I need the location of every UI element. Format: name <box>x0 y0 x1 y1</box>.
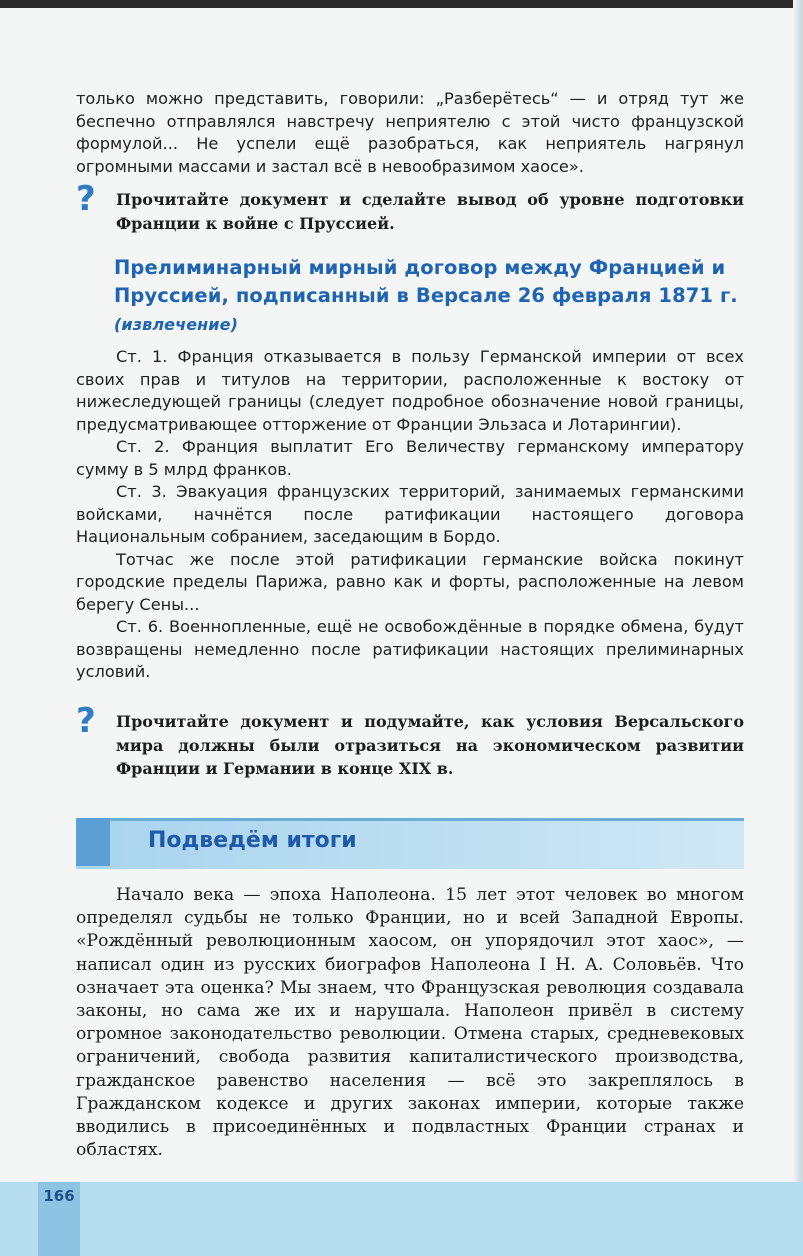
document-paragraph: Ст. 1. Франция отказывается в пользу Германской империи от всех своих прав и титулов на территории, расположенные к востоку от нижеследующей границы (следует подробное обозначение новой границы, предусматривающее отторжение от Франции Эльзаса и Лотарингии). <box>76 347 744 434</box>
document-subtitle: (извлечение) <box>114 315 238 334</box>
summary-body <box>76 884 744 1162</box>
document-paragraph: Тотчас же после этой ратификации германские войска покинут городские пределы Парижа, равно как и форты, расположенные на левом берегу Сены... <box>76 549 744 614</box>
summary-header-marker <box>76 818 110 866</box>
document-title <box>114 254 744 339</box>
document-body <box>76 346 744 684</box>
document-paragraph: Ст. 2. Франция выплатит Его Величеству германскому императору сумму в 5 млрд франков. <box>76 437 744 479</box>
question-1: Прочитайте документ и сделайте вывод об уровне подготовки Франции к войне с Пруссией. <box>116 190 744 233</box>
question-mark-icon: ? <box>76 701 96 741</box>
page-number: 166 <box>43 1187 75 1205</box>
intro-paragraph <box>76 88 744 178</box>
document-title-text: Прелиминарный мирный договор между Францией и Пруссией, подписанный в Версале 26 февраля 1871 г. <box>114 256 738 307</box>
footer-band <box>0 1182 803 1256</box>
document-paragraph: Ст. 6. Военнопленные, ещё не освобождённые в порядке обмена, будут возвращены немедленно после ратификации настоящих прелиминарных условий. <box>76 617 744 681</box>
question-2: Прочитайте документ и подумайте, как условия Версальского мира должны были отразиться на экономическом развитии Франции и Германии в конце XIX в. <box>116 712 744 778</box>
document-paragraph: Ст. 3. Эвакуация французских территорий, занимаемых германскими войсками, начнётся после ратификации настоящего договора Национальным собранием, заседающим в Бордо. <box>76 482 744 546</box>
intro-text: только можно представить, говорили: „Разберётесь“ — и отряд тут же беспечно отправлялся навстречу неприятелю с этой чисто французской формулой... Не успели ещё разобраться, как неприятель нагрянул огромными массами и застал всё в невообразимом хаосе». <box>76 89 744 176</box>
summary-title: Подведём итоги <box>148 828 357 853</box>
question-mark-icon: ? <box>76 179 96 219</box>
page-right-edge <box>793 0 803 1256</box>
scan-top-edge <box>0 0 803 8</box>
summary-text: Начало века — эпоха Наполеона. 15 лет этот человек во многом определял судьбы не только Франции, но и всей Западной Европы. «Рождённый революционным хаосом, он упорядочил этот хаос», — написал один из русских биографов Наполеона I Н. А. Соловьёв. Что означает эта оценка? Мы знаем, что Французская революция создавала законы, но сама же их и нарушала. Наполеон привёл в систему огромное законодательство революции. Отмена старых, средневековых ограничений, свобода развития капиталистического производства, гражданское равенство населения — всё это закреплялось в Гражданском кодексе и других законах империи, которые также вводились в присоединённых и подвластных Франции странах и областях. <box>76 885 744 1161</box>
